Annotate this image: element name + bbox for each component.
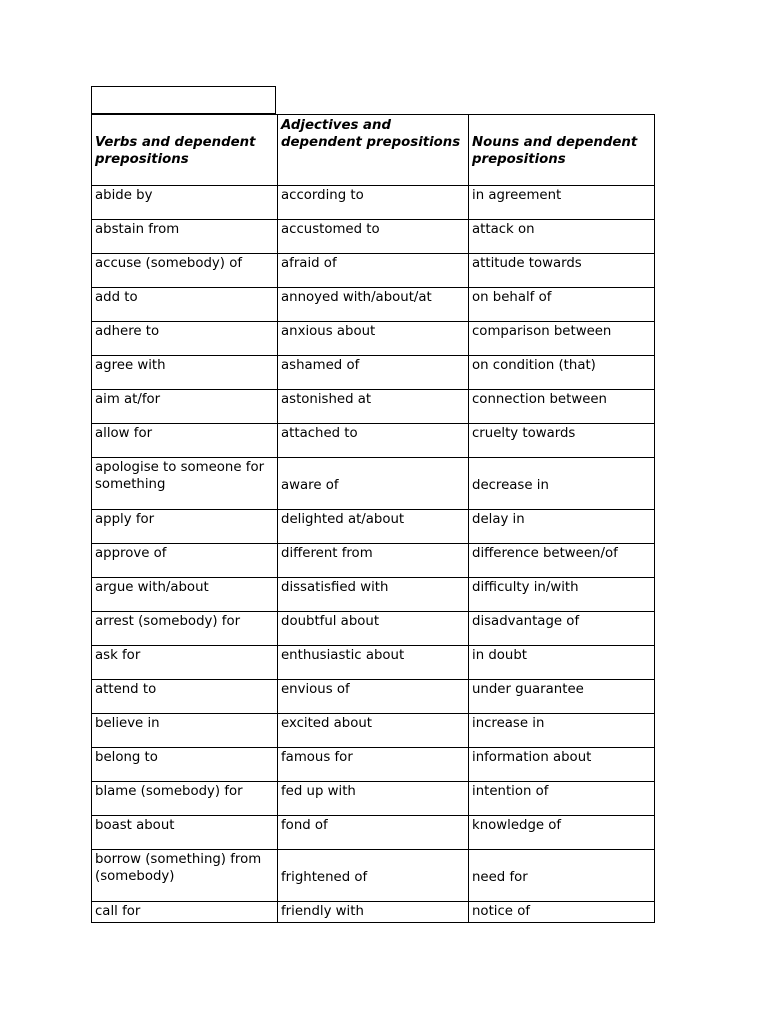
adjective-cell: aware of xyxy=(278,458,469,510)
table-row xyxy=(92,220,655,254)
table-row xyxy=(92,816,655,850)
table-row xyxy=(92,424,655,458)
noun-cell: on behalf of xyxy=(469,288,655,322)
noun-cell: knowledge of xyxy=(469,816,655,850)
noun-cell: difficulty in/with xyxy=(469,578,655,612)
verb-cell: approve of xyxy=(92,544,278,578)
table-row xyxy=(92,646,655,680)
adjective-cell: anxious about xyxy=(278,322,469,356)
noun-cell: under guarantee xyxy=(469,680,655,714)
table-row xyxy=(92,322,655,356)
table-row xyxy=(92,544,655,578)
verb-cell: adhere to xyxy=(92,322,278,356)
noun-cell: in doubt xyxy=(469,646,655,680)
table-row xyxy=(92,612,655,646)
adjective-cell: afraid of xyxy=(278,254,469,288)
table-row xyxy=(92,356,655,390)
adjective-cell: envious of xyxy=(278,680,469,714)
adjective-cell: famous for xyxy=(278,748,469,782)
noun-cell: intention of xyxy=(469,782,655,816)
adjective-cell: frightened of xyxy=(278,850,469,902)
table-row xyxy=(92,782,655,816)
table-row xyxy=(92,714,655,748)
table-row xyxy=(92,850,655,902)
adjective-cell: accustomed to xyxy=(278,220,469,254)
noun-cell: notice of xyxy=(469,902,655,923)
verb-cell: boast about xyxy=(92,816,278,850)
verb-cell: aim at/for xyxy=(92,390,278,424)
verb-cell: ask for xyxy=(92,646,278,680)
verb-cell: arrest (somebody) for xyxy=(92,612,278,646)
nouns-header: Nouns and dependent prepositions xyxy=(469,115,655,186)
noun-cell: on condition (that) xyxy=(469,356,655,390)
adjective-cell: friendly with xyxy=(278,902,469,923)
noun-cell: difference between/of xyxy=(469,544,655,578)
table-row xyxy=(92,748,655,782)
verb-cell: add to xyxy=(92,288,278,322)
adjective-cell: enthusiastic about xyxy=(278,646,469,680)
verb-cell: attend to xyxy=(92,680,278,714)
verb-cell: borrow (something) from (somebody) xyxy=(92,850,278,902)
noun-cell: attitude towards xyxy=(469,254,655,288)
noun-cell: comparison between xyxy=(469,322,655,356)
verb-cell: blame (somebody) for xyxy=(92,782,278,816)
table-row xyxy=(92,288,655,322)
verbs-header: Verbs and dependent prepositions xyxy=(92,115,278,186)
verb-cell: belong to xyxy=(92,748,278,782)
table-row xyxy=(92,578,655,612)
adjective-cell: attached to xyxy=(278,424,469,458)
verb-cell: argue with/about xyxy=(92,578,278,612)
noun-cell: disadvantage of xyxy=(469,612,655,646)
noun-cell: increase in xyxy=(469,714,655,748)
empty-title-cell xyxy=(91,86,276,114)
noun-cell: decrease in xyxy=(469,458,655,510)
table-row xyxy=(92,458,655,510)
adjective-cell: fed up with xyxy=(278,782,469,816)
verb-cell: apologise to someone for something xyxy=(92,458,278,510)
table-row xyxy=(92,902,655,923)
table-row xyxy=(92,186,655,220)
noun-cell: information about xyxy=(469,748,655,782)
noun-cell: attack on xyxy=(469,220,655,254)
adjective-cell: fond of xyxy=(278,816,469,850)
verb-cell: abide by xyxy=(92,186,278,220)
adjective-cell: different from xyxy=(278,544,469,578)
noun-cell: connection between xyxy=(469,390,655,424)
verb-cell: allow for xyxy=(92,424,278,458)
adjective-cell: ashamed of xyxy=(278,356,469,390)
header-row xyxy=(92,115,655,186)
table-row xyxy=(92,254,655,288)
noun-cell: need for xyxy=(469,850,655,902)
table-row xyxy=(92,390,655,424)
verb-cell: accuse (somebody) of xyxy=(92,254,278,288)
verb-cell: abstain from xyxy=(92,220,278,254)
noun-cell: delay in xyxy=(469,510,655,544)
prepositions-table xyxy=(91,114,655,923)
table-row xyxy=(92,510,655,544)
adjectives-header: Adjectives and dependent prepositions xyxy=(278,115,469,186)
adjective-cell: delighted at/about xyxy=(278,510,469,544)
verb-cell: agree with xyxy=(92,356,278,390)
adjective-cell: dissatisfied with xyxy=(278,578,469,612)
noun-cell: in agreement xyxy=(469,186,655,220)
table-row xyxy=(92,680,655,714)
verb-cell: apply for xyxy=(92,510,278,544)
verb-cell: call for xyxy=(92,902,278,923)
adjective-cell: according to xyxy=(278,186,469,220)
noun-cell: cruelty towards xyxy=(469,424,655,458)
adjective-cell: excited about xyxy=(278,714,469,748)
adjective-cell: annoyed with/about/at xyxy=(278,288,469,322)
adjective-cell: astonished at xyxy=(278,390,469,424)
adjective-cell: doubtful about xyxy=(278,612,469,646)
verb-cell: believe in xyxy=(92,714,278,748)
